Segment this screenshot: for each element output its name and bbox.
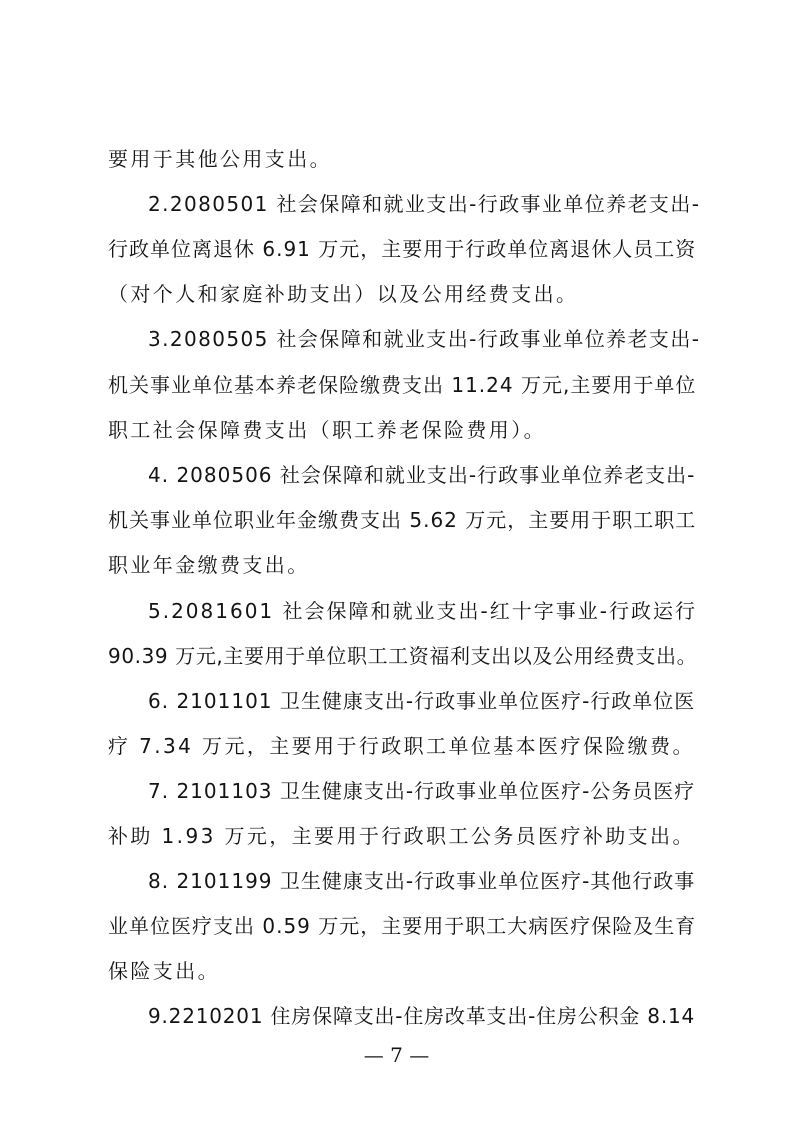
- text-line: 4. 2080506 社会保障和就业支出-行政事业单位养老支出-: [148, 463, 696, 487]
- text-line: 疗 7.34 万元，主要用于行政职工单位基本医疗保险缴费。: [108, 734, 695, 758]
- text-line: 业单位医疗支出 0.59 万元，主要用于职工大病医疗保险及生育: [108, 914, 697, 938]
- text-line: 90.39 万元,主要用于单位职工工资福利支出以及公用经费支出。: [108, 644, 698, 668]
- text-line: 8. 2101199 卫生健康支出-行政事业单位医疗-其他行政事: [148, 869, 696, 893]
- text-line: 机关事业单位职业年金缴费支出 5.62 万元，主要用于职工职工: [108, 508, 697, 532]
- text-line: 职业年金缴费支出。: [108, 553, 310, 577]
- text-line: 补助 1.93 万元，主要用于行政职工公务员医疗补助支出。: [108, 824, 695, 848]
- text-line: 9.2210201 住房保障支出-住房改革支出-住房公积金 8.14: [148, 1004, 696, 1028]
- text-line: 7. 2101103 卫生健康支出-行政事业单位医疗-公务员医疗: [148, 779, 696, 803]
- text-line: 2.2080501 社会保障和就业支出-行政事业单位养老支出-: [148, 192, 701, 216]
- text-line: 保险支出。: [108, 959, 220, 983]
- text-line: 5.2081601 社会保障和就业支出-红十字事业-行政运行: [148, 599, 697, 623]
- page-number: — 7 —: [363, 1043, 430, 1067]
- text-line: （对个人和家庭补助支出）以及公用经费支出。: [108, 282, 579, 306]
- text-line: 6. 2101101 卫生健康支出-行政事业单位医疗-行政单位医: [148, 689, 696, 713]
- text-line: 要用于其他公用支出。: [108, 147, 332, 171]
- text-line: 行政单位离退休 6.91 万元，主要用于行政单位离退休人员工资: [108, 237, 697, 261]
- text-line: 3.2080505 社会保障和就业支出-行政事业单位养老支出-: [148, 327, 701, 351]
- text-line: 职工社会保障费支出（职工养老保险费用）。: [108, 418, 546, 442]
- text-line: 机关事业单位基本养老保险缴费支出 11.24 万元,主要用于单位: [108, 373, 697, 397]
